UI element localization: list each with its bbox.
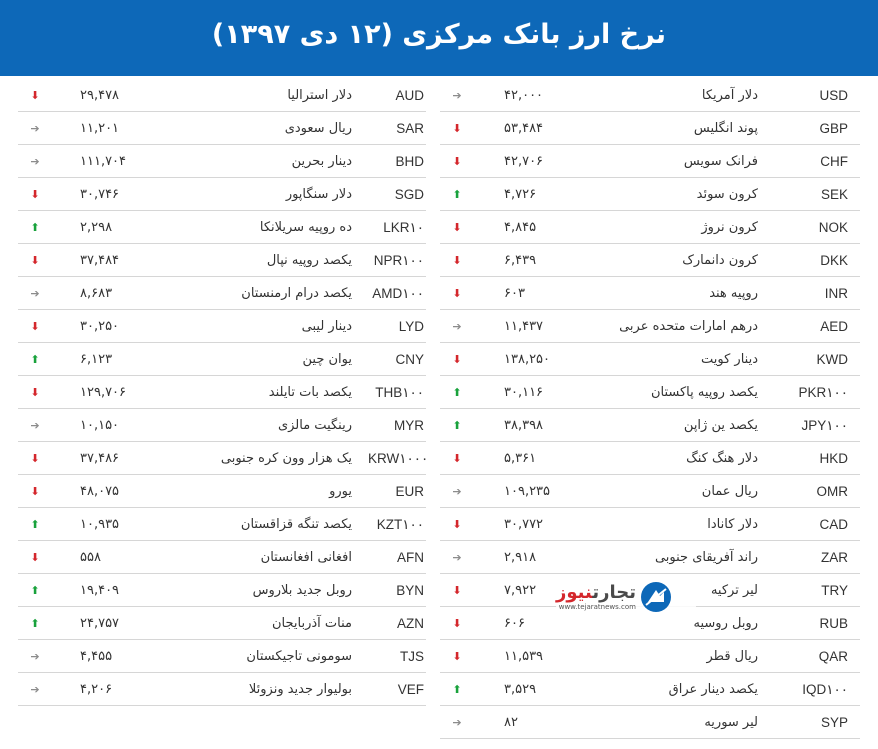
currency-name: دلار استرالیا: [287, 88, 352, 103]
table-row: [18, 409, 426, 442]
trend-down-icon: ⬇: [452, 353, 462, 366]
trend-flat-icon: ➔: [30, 122, 40, 135]
currency-name: یکصد روپیه پاکستان: [650, 385, 758, 400]
currency-name: یک هزار وون کره جنوبی: [220, 451, 352, 466]
currency-name: کرون سوئد: [696, 187, 758, 202]
rate-value: ۳,۵۲۹: [504, 682, 537, 697]
rate-value: ۱۱,۵۳۹: [504, 649, 544, 664]
currency-name: یوان چین: [302, 352, 352, 367]
currency-name: یکصد درام ارمنستان: [241, 286, 352, 301]
trend-flat-icon: ➔: [30, 287, 40, 300]
currency-name: یکصد تنگه قزاقستان: [240, 517, 352, 532]
currency-code: THB۱۰۰: [375, 385, 424, 400]
table-row: [18, 211, 426, 244]
rate-value: ۶,۴۳۹: [504, 253, 537, 268]
currency-name: یکصد روپیه نپال: [266, 253, 352, 268]
currency-code: GBP: [819, 121, 848, 136]
currency-code: BHD: [395, 154, 424, 169]
rate-value: ۵۵۸: [80, 550, 101, 565]
currency-name: یکصد دینار عراق: [668, 682, 758, 697]
currency-code: BYN: [396, 583, 424, 598]
trend-down-icon: ⬇: [452, 650, 462, 663]
currency-code: HKD: [819, 451, 848, 466]
currency-code: SAR: [396, 121, 424, 136]
trend-down-icon: ⬇: [30, 485, 40, 498]
watermark-brand-prefix: تجارت: [592, 581, 636, 603]
table-row: [440, 508, 860, 541]
currency-code: RUB: [819, 616, 848, 631]
currency-name: کرون نروژ: [701, 220, 758, 235]
table-row: [440, 178, 860, 211]
currency-code: CHF: [820, 154, 848, 169]
trend-down-icon: ⬇: [30, 254, 40, 267]
table-row: [440, 409, 860, 442]
table-row: [18, 112, 426, 145]
currency-code: SGD: [394, 187, 424, 202]
watermark: [556, 578, 696, 616]
table-row: [18, 244, 426, 277]
trend-flat-icon: ➔: [452, 485, 462, 498]
trend-flat-icon: ➔: [452, 89, 462, 102]
table-row: [440, 310, 860, 343]
trend-up-icon: ⬆: [30, 584, 40, 597]
trend-down-icon: ⬇: [30, 452, 40, 465]
rate-value: ۴۲,۰۰۰: [504, 88, 544, 103]
currency-code: AED: [820, 319, 848, 334]
currency-name: افغانی افغانستان: [260, 550, 352, 565]
rate-value: ۶۰۶: [504, 616, 525, 631]
currency-name: لیر سوریه: [704, 715, 758, 730]
currency-name: پوند انگلیس: [693, 121, 758, 136]
rate-value: ۱۱,۴۳۷: [504, 319, 544, 334]
trend-down-icon: ⬇: [30, 188, 40, 201]
table-row: [18, 574, 426, 607]
currency-name: لیر ترکیه: [710, 583, 758, 598]
rate-value: ۴,۸۴۵: [504, 220, 537, 235]
currency-name: دینار لیبی: [301, 319, 352, 334]
currency-name: ده روپیه سریلانکا: [259, 220, 352, 235]
currency-code: INR: [824, 286, 848, 301]
table-row: [18, 79, 426, 112]
trend-up-icon: ⬆: [452, 188, 462, 201]
currency-name: ریال سعودی: [284, 121, 352, 136]
trend-up-icon: ⬆: [452, 683, 462, 696]
currency-name: درهم امارات متحده عربی: [619, 319, 758, 334]
table-row: [440, 376, 860, 409]
currency-code: DKK: [820, 253, 848, 268]
brand-logo-icon: [640, 581, 672, 613]
table-row: [440, 277, 860, 310]
currency-name: روبل روسیه: [693, 616, 758, 631]
currency-name: دلار سنگاپور: [285, 187, 352, 202]
table-row: [440, 79, 860, 112]
rate-value: ۱۲۹,۷۰۶: [80, 385, 127, 400]
trend-flat-icon: ➔: [452, 551, 462, 564]
rate-value: ۵۳,۴۸۴: [504, 121, 544, 136]
rate-value: ۴,۴۵۵: [80, 649, 113, 664]
trend-flat-icon: ➔: [30, 683, 40, 696]
trend-up-icon: ⬆: [452, 386, 462, 399]
currency-name: یکصد ین ژاپن: [683, 418, 758, 433]
rate-value: ۱۰۹,۲۳۵: [504, 484, 551, 499]
currency-code: CNY: [395, 352, 424, 367]
table-row: [18, 607, 426, 640]
rate-value: ۲۹,۴۷۸: [80, 88, 120, 103]
rate-value: ۲,۹۱۸: [504, 550, 537, 565]
trend-down-icon: ⬇: [452, 221, 462, 234]
rate-value: ۴,۲۰۶: [80, 682, 113, 697]
rate-value: ۴,۷۲۶: [504, 187, 537, 202]
currency-code: USD: [819, 88, 848, 103]
currency-code: NPR۱۰۰: [373, 253, 424, 268]
rate-value: ۱۰,۹۳۵: [80, 517, 120, 532]
trend-down-icon: ⬇: [30, 89, 40, 102]
rate-value: ۴۸,۰۷۵: [80, 484, 120, 499]
rate-value: ۴۲,۷۰۶: [504, 154, 544, 169]
currency-code: LKR۱۰: [383, 220, 424, 235]
currency-name: دینار کویت: [701, 352, 758, 367]
currency-code: AFN: [397, 550, 424, 565]
currency-name: روپیه هند: [709, 286, 758, 301]
rate-value: ۳۷,۴۸۴: [80, 253, 120, 268]
currency-name: کرون دانمارک: [682, 253, 758, 268]
table-row: [18, 442, 429, 475]
table-row: [18, 673, 426, 706]
watermark-brand-suffix: نیوز: [556, 581, 593, 603]
table-row: [18, 508, 426, 541]
table-row: [440, 673, 860, 706]
rate-value: ۳۰,۷۴۶: [80, 187, 120, 202]
currency-code: MYR: [394, 418, 424, 433]
currency-code: NOK: [818, 220, 848, 235]
currency-code: JPY۱۰۰: [801, 418, 848, 433]
trend-down-icon: ⬇: [30, 551, 40, 564]
currency-code: AMD۱۰۰: [372, 286, 424, 301]
table-row: [18, 178, 426, 211]
table-row: [18, 310, 426, 343]
table-row: [440, 211, 860, 244]
rate-value: ۵,۳۶۱: [504, 451, 537, 466]
currency-name: سومونی تاجیکستان: [246, 649, 352, 664]
currency-name: رینگیت مالزی: [277, 418, 352, 433]
currency-name: دلار آمریکا: [701, 88, 758, 103]
rate-value: ۱۳۸,۲۵۰: [504, 352, 551, 367]
rate-value: ۲۴,۷۵۷: [80, 616, 120, 631]
trend-down-icon: ⬇: [452, 617, 462, 630]
trend-flat-icon: ➔: [30, 650, 40, 663]
trend-down-icon: ⬇: [452, 584, 462, 597]
watermark-brand: [556, 583, 636, 603]
trend-down-icon: ⬇: [30, 320, 40, 333]
trend-flat-icon: ➔: [30, 419, 40, 432]
rate-value: ۳۰,۷۷۲: [504, 517, 544, 532]
rate-value: ۱۹,۴۰۹: [80, 583, 120, 598]
trend-up-icon: ⬆: [30, 221, 40, 234]
trend-down-icon: ⬇: [30, 386, 40, 399]
trend-up-icon: ⬆: [30, 518, 40, 531]
table-row: [18, 541, 426, 574]
rate-value: ۷,۹۲۲: [504, 583, 537, 598]
currency-code: CAD: [819, 517, 848, 532]
table-row: [18, 145, 426, 178]
rate-value: ۳۰,۲۵۰: [80, 319, 120, 334]
currency-code: PKR۱۰۰: [798, 385, 848, 400]
currency-name: دلار هنگ کنگ: [686, 451, 758, 466]
currency-name: ریال قطر: [706, 649, 758, 664]
table-row: [440, 442, 860, 475]
rate-value: ۶,۱۲۳: [80, 352, 113, 367]
currency-code: SYP: [820, 715, 848, 730]
currency-code: VEF: [397, 682, 424, 697]
currency-name: ریال عمان: [701, 484, 758, 499]
table-row: [18, 640, 426, 673]
currency-code: KWD: [816, 352, 848, 367]
currency-code: IQD۱۰۰: [802, 682, 848, 697]
rate-value: ۱۱۱,۷۰۴: [80, 154, 127, 169]
trend-down-icon: ⬇: [452, 155, 462, 168]
trend-flat-icon: ➔: [30, 155, 40, 168]
currency-code: SEK: [820, 187, 848, 202]
rate-value: ۳۰,۱۱۶: [504, 385, 544, 400]
watermark-url: www.tejaratnews.com: [558, 602, 636, 611]
currency-name: یکصد بات تایلند: [268, 385, 352, 400]
page-header: [0, 0, 878, 76]
currency-name: دلار کانادا: [707, 517, 758, 532]
currency-code: KZT۱۰۰: [376, 517, 424, 532]
rate-value: ۳۷,۴۸۶: [80, 451, 120, 466]
table-row: [440, 640, 860, 673]
rate-value: ۲,۲۹۸: [80, 220, 113, 235]
rate-value: ۸۲: [504, 715, 518, 730]
watermark-text: [556, 583, 636, 612]
currency-name: راند آفریقای جنوبی: [654, 550, 758, 565]
currency-name: بولیوار جدید ونزوئلا: [248, 682, 352, 697]
table-row: [440, 343, 860, 376]
trend-up-icon: ⬆: [452, 419, 462, 432]
currency-code: TJS: [399, 649, 424, 664]
table-row: [18, 277, 426, 310]
rate-value: ۳۸,۳۹۸: [504, 418, 544, 433]
currency-code: AUD: [395, 88, 424, 103]
trend-down-icon: ⬇: [452, 122, 462, 135]
currency-name: فرانک سویس: [683, 154, 758, 169]
table-row: [440, 475, 860, 508]
currency-code: EUR: [395, 484, 424, 499]
currency-code: KRW۱۰۰۰: [368, 451, 429, 466]
currency-code: LYD: [398, 319, 424, 334]
trend-flat-icon: ➔: [452, 320, 462, 333]
rate-value: ۱۱,۲۰۱: [80, 121, 120, 136]
table-row: [440, 706, 860, 739]
trend-down-icon: ⬇: [452, 254, 462, 267]
table-row: [18, 475, 426, 508]
page-title: نرخ ارز بانک مرکزی (۱۲ دی ۱۳۹۷): [211, 18, 667, 50]
trend-up-icon: ⬆: [30, 353, 40, 366]
table-row: [440, 244, 860, 277]
currency-code: OMR: [816, 484, 848, 499]
table-row: [440, 112, 860, 145]
trend-down-icon: ⬇: [452, 452, 462, 465]
currency-name: منات آذربایجان: [272, 616, 352, 631]
currency-code: AZN: [397, 616, 424, 631]
rate-value: ۸,۶۸۳: [80, 286, 113, 301]
currency-code: TRY: [821, 583, 848, 598]
table-row: [18, 376, 426, 409]
trend-down-icon: ⬇: [452, 287, 462, 300]
currency-name: یورو: [329, 484, 352, 499]
trend-up-icon: ⬆: [30, 617, 40, 630]
rate-value: ۱۰,۱۵۰: [80, 418, 120, 433]
table-row: [18, 343, 426, 376]
table-row: [440, 145, 860, 178]
rate-value: ۶۰۳: [504, 286, 525, 301]
currency-code: ZAR: [821, 550, 848, 565]
currency-name: دینار بحرین: [291, 154, 352, 169]
rates-table-left: [18, 79, 429, 706]
currency-code: QAR: [818, 649, 848, 664]
trend-flat-icon: ➔: [452, 716, 462, 729]
table-row: [440, 541, 860, 574]
rates-table-right: [440, 79, 860, 739]
currency-name: روبل جدید بلاروس: [252, 583, 352, 598]
trend-down-icon: ⬇: [452, 518, 462, 531]
